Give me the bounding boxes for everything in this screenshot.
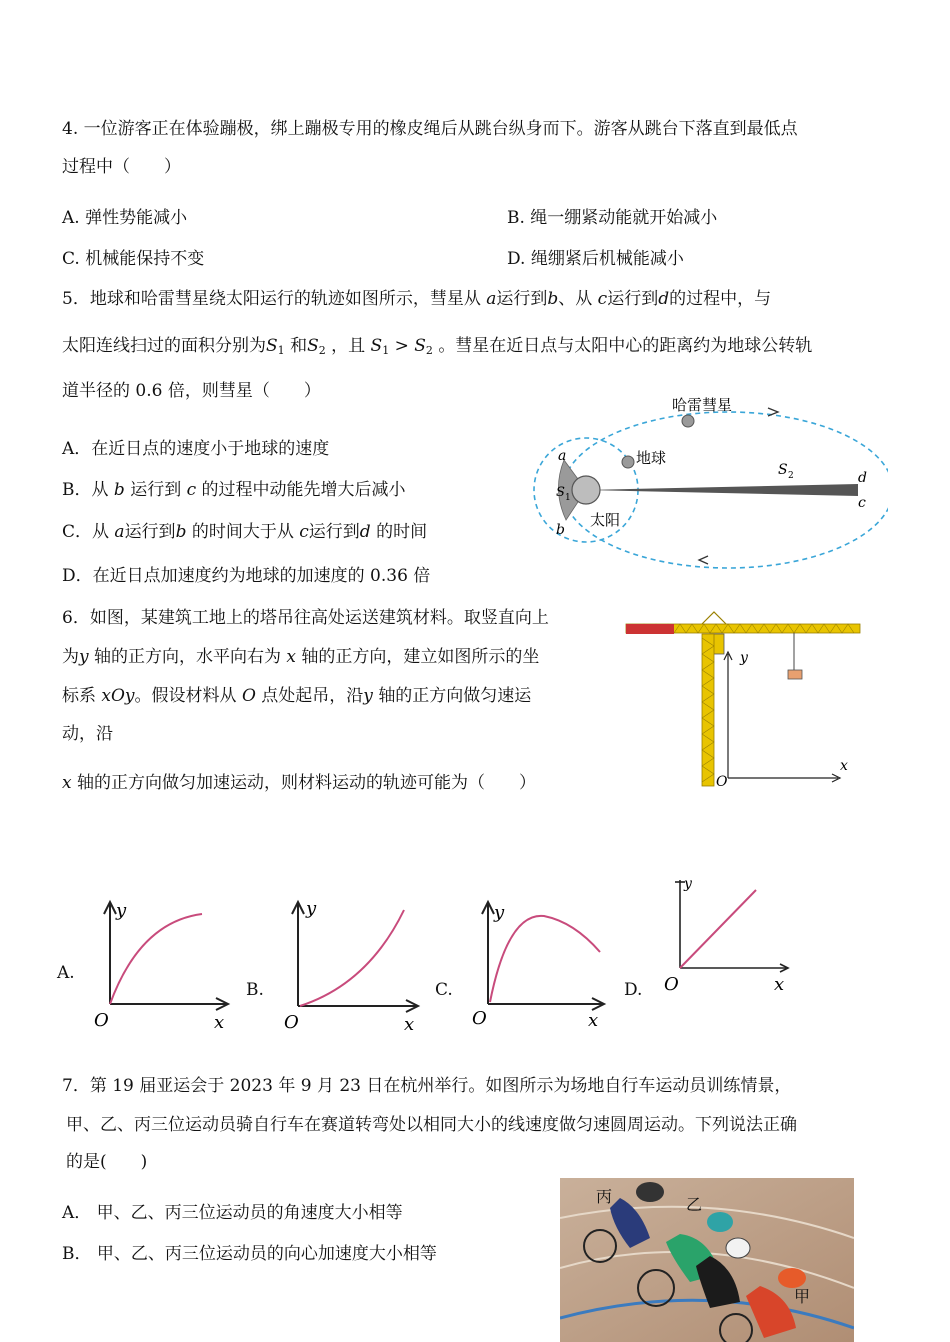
q5-text: C．从 (62, 522, 110, 542)
rider-jia-helmet (778, 1268, 806, 1288)
q5-s-sub: 2 (425, 344, 433, 357)
q5-option-a: A．在近日点的速度小于地球的速度 (62, 439, 330, 459)
q6-text: 轴的正方向，水平向右为 (94, 647, 282, 667)
label-x: x (404, 1014, 415, 1035)
q6-o: O (241, 686, 256, 706)
q5-text: 。彗星在近日点与太阳中心的距离约为地球公转轨 (438, 336, 813, 356)
q6-option-d-label: D. (624, 980, 643, 1000)
q7-stem-line2: 甲、乙、丙三位运动员骑自行车在赛道转弯处以相同大小的线速度做匀速圆周运动。下列说法正确 (66, 1115, 797, 1135)
q6-text: 轴的正方向，建立如图所示的坐 (301, 647, 540, 667)
crane-load (788, 670, 802, 679)
label-halley: 哈雷彗星 (672, 396, 733, 414)
crane-label-x: x (840, 758, 848, 774)
q6-text: 。假设材料从 (134, 686, 237, 706)
q6-option-d-graph (660, 874, 800, 1000)
q5-s: S (370, 336, 383, 356)
earth (622, 456, 634, 468)
q5-option-b (62, 475, 406, 500)
q5-text: 运行到 (308, 522, 360, 542)
q5-s-sub: 1 (277, 344, 285, 357)
label-s2-sub: 2 (788, 471, 794, 481)
q5-s: S (414, 336, 426, 356)
rider-bing-helmet (636, 1182, 664, 1202)
label-x: x (214, 1012, 225, 1033)
rider-yi-helmet (707, 1212, 733, 1232)
crane-counterweight (626, 624, 674, 634)
q5-s-sub: 2 (318, 344, 326, 357)
q5-point-d: d (658, 289, 670, 309)
q6-y: y (363, 686, 373, 706)
orbit-diagram (528, 390, 888, 580)
label-s2: S (778, 462, 788, 478)
q5-text: 运行到 (130, 480, 182, 500)
q6-x: x (286, 647, 297, 667)
label-x: x (588, 1010, 599, 1031)
label-o: O (94, 1010, 109, 1031)
q5-stem-line3: 道半径的 0.6 倍，则彗星（ ） (62, 381, 321, 401)
trajectory-curve (300, 910, 404, 1006)
trajectory-curve (490, 916, 600, 1002)
q5-point-b: b (113, 480, 125, 500)
crane-label-y: y (740, 650, 748, 666)
q5-stem-line2 (62, 331, 812, 357)
q7-option-a: A． 甲、乙、丙三位运动员的角速度大小相等 (62, 1203, 403, 1223)
q4-option-c: C. 机械能保持不变 (62, 249, 205, 269)
q5-point-a: a (486, 289, 497, 309)
q5-point-d: d (359, 522, 371, 542)
q5-text: 运行到 (124, 522, 176, 542)
q6-stem-line2 (62, 642, 539, 667)
q5-text: 的过程中动能先增大后减小 (201, 480, 406, 500)
q6-option-b-label: B. (246, 980, 264, 1000)
q7-option-b: B． 甲、乙、丙三位运动员的向心加速度大小相等 (62, 1244, 437, 1264)
label-a: a (558, 448, 567, 464)
sun (572, 476, 600, 504)
q6-xoy: xOy (101, 686, 135, 706)
q5-option-d: D．在近日点加速度约为地球的加速度的 0.36 倍 (62, 566, 431, 586)
halley-comet (682, 415, 694, 427)
q5-point-b: b (547, 289, 559, 309)
q6-stem-line1: 6．如图，某建筑工地上的塔吊往高处运送建筑材料。取竖直向上 (62, 608, 549, 628)
q6-option-a-graph (90, 892, 240, 1037)
label-x: x (774, 974, 785, 995)
arrow-icon (699, 556, 708, 564)
q5-s: S (266, 336, 278, 356)
q5-text: B．从 (62, 480, 109, 500)
q6-y: y (79, 647, 89, 667)
label-s1-sub: 1 (565, 493, 571, 503)
q4-option-b: B. 绳一绷紧动能就开始减小 (507, 208, 718, 228)
q6-option-c-graph (468, 892, 618, 1037)
q5-stem-line1 (62, 284, 771, 309)
q5-text: 的时间大于从 (191, 522, 294, 542)
label-y: y (494, 902, 505, 923)
label-y: y (306, 898, 317, 919)
trajectory-curve (110, 914, 202, 1004)
q4-option-d: D. 绳绷紧后机械能减小 (507, 249, 684, 269)
label-sun: 太阳 (590, 511, 621, 529)
q5-text: 太阳连线扫过的面积分别为 (62, 336, 266, 356)
q5-point-c: c (186, 480, 197, 500)
q4-option-a: A. 弹性势能减小 (62, 208, 188, 228)
q6-stem-line5 (62, 768, 536, 793)
label-b: b (556, 522, 565, 538)
label-bing: 丙 (596, 1187, 613, 1206)
q5-text: 5．地球和哈雷彗星绕太阳运行的轨迹如图所示，彗星从 (62, 289, 481, 309)
cycling-photo (560, 1178, 854, 1342)
q5-point-c: c (299, 522, 309, 542)
q6-x: x (62, 773, 72, 793)
trajectory-line (680, 890, 756, 968)
q5-text: 和 (290, 336, 308, 356)
q5-option-c (62, 517, 427, 542)
label-y: y (116, 900, 127, 921)
label-o: O (472, 1008, 487, 1029)
label-y: y (684, 876, 692, 892)
q5-text: 的过程中，与 (669, 289, 772, 309)
label-d: d (858, 470, 867, 486)
q5-text: 的时间 (376, 522, 428, 542)
q5-point-c: c (597, 289, 608, 309)
q6-stem-line4: 动，沿 (62, 724, 113, 744)
q5-text: 运行到 (607, 289, 659, 309)
q6-text: 标系 (62, 686, 96, 706)
rider-helmet (726, 1238, 750, 1258)
q5-text: 运行到 (496, 289, 548, 309)
label-s1: S (556, 485, 565, 500)
crane-diagram (622, 608, 862, 788)
q5-point-a: a (114, 522, 125, 542)
crane-label-o: O (716, 774, 728, 788)
label-earth: 地球 (636, 449, 667, 467)
q7-stem-line3: 的是( ) (66, 1152, 148, 1172)
label-o: O (664, 974, 679, 995)
crane-tower (702, 634, 714, 786)
label-o: O (284, 1012, 299, 1033)
q6-text: 轴的正方向做匀加速运动，则材料运动的轨迹可能为（ ） (77, 773, 536, 793)
q4-stem-line1: 4. 一位游客正在体验蹦极，绑上蹦极专用的橡皮绳后从跳台纵身而下。游客从跳台下落直到最低点 (62, 119, 798, 139)
q5-text: ，且 (331, 336, 366, 356)
label-yi: 乙 (686, 1195, 703, 1214)
q5-gt: > (394, 336, 409, 356)
q6-text: 为 (62, 647, 79, 667)
crane-peak (702, 612, 726, 624)
area-s2 (586, 484, 858, 496)
q5-point-b: b (175, 522, 187, 542)
q5-s: S (307, 336, 319, 356)
q4-stem-line2: 过程中（ ） (62, 157, 181, 177)
q5-s-sub: 1 (382, 344, 390, 357)
q5-text: 、从 (558, 289, 593, 309)
label-jia: 甲 (794, 1287, 811, 1306)
label-c: c (858, 495, 866, 511)
q6-option-c-label: C. (435, 980, 453, 1000)
q7-stem-line1: 7．第 19 届亚运会于 2023 年 9 月 23 日在杭州举行。如图所示为场地自行车运动员训练情景， (62, 1076, 792, 1096)
q6-option-a-label: A. (57, 963, 75, 983)
q6-text: 点处起吊，沿 (261, 686, 364, 706)
q6-text: 轴的正方向做匀速运 (378, 686, 532, 706)
q6-option-b-graph (278, 892, 428, 1037)
q6-stem-line3 (62, 681, 531, 706)
